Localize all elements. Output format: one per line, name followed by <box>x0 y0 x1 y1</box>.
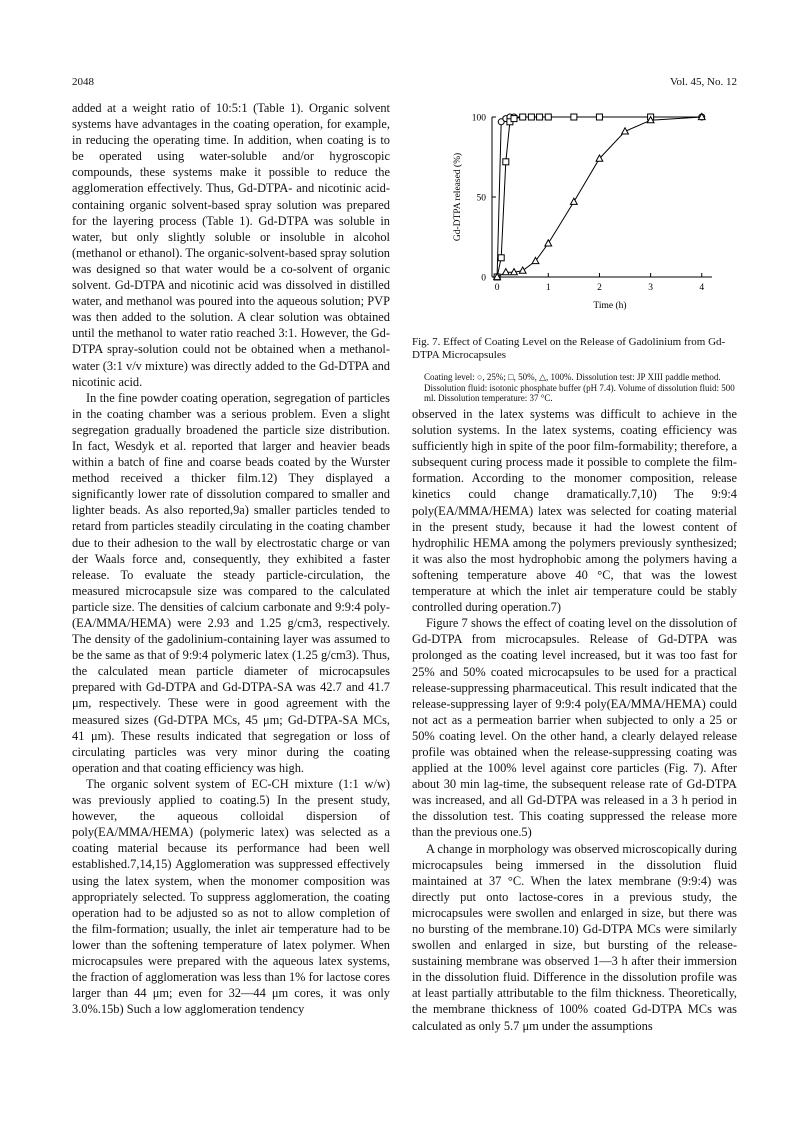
figure-note: Coating level: ○, 25%; □, 50%, △, 100%. Dissolution test: JP XIII paddle method. Dissolution fluid: isotonic phosphate buffer (pH 7.4). Volume of dissolution fluid: 500 ml. Dissolution temperature: 37 °C. <box>424 372 735 403</box>
paragraph: A change in morphology was observed microscopically during microcapsules being immersed in the dissolution fluid maintained at 37 °C. When the latex membrane (9:9:4) was directly put onto lactose-cores in a previous study, the microcapsules were swollen and enlarged in size, but there was no bursting of the membrane.10) Gd-DTPA MCs were similarly swollen and enlarged in size, but bursting of the release-sustaining membrane was observed 1—3 h after their immersion in the dissolution fluid. Difference in the dissolution profile was at least partially attributable to the film thickness. Theoretically, the membrane thickness of 100% coated Gd-DTPA MCs was calculated as only 5.7 μm under the assumptions <box>412 841 737 1033</box>
paragraph: Figure 7 shows the effect of coating level on the dissolution of Gd-DTPA from microcapsules. Release of Gd-DTPA was prolonged as the coating level increased, but it was too fast for 25% and 50% coated microcapsules to be used for a practical release-suppressing pharmaceutical. This result indicated that the release-suppressing layer of 9:9:4 poly(EA/MMA/HEMA) could not act as a permeation barrier when subjected to only a 25 or 50% coating level. On the other hand, a clearly delayed release profile was obtained when the release-suppressing coating was applied at the 100% level against core particles (Fig. 7). After about 30 min lag-time, the subsequent release rate of Gd-DTPA was increased, and all Gd-DTPA was released in a 3 h period in the dissolution test. This coating suppressed the release more than the previous one.5) <box>412 616 737 840</box>
data-point-triangle <box>519 267 526 273</box>
data-point-triangle <box>545 240 552 246</box>
paragraph: observed in the latex systems was difficult to achieve in the solution systems. In the latex systems, coating efficiency was sufficiently high in spite of the poor film-formability; therefore, a subsequent curing process made it possible to complete the film-formation. According to the monomer composition, release kinetics could change dramatically.7,10) The 9:9:4 poly(EA/MMA/HEMA) latex was selected for coating material in the present study, because it had the lowest content of hydrophilic HEMA among the polymers previously synthesized; it was also the most hydrophobic among the polymers having a softening temperature above 40 °C, that was the lowest temperature at which the inlet air temperature could be stably controlled during operation.7) <box>412 407 737 615</box>
data-point-square <box>498 255 504 261</box>
data-point-square <box>528 114 534 120</box>
release-chart <box>412 100 737 332</box>
figure-7 <box>412 100 737 403</box>
page-number: 2048 <box>72 76 94 88</box>
data-point-square <box>571 114 577 120</box>
journal-volume: Vol. 45, No. 12 <box>669 76 737 88</box>
y-tick-label: 50 <box>476 193 486 204</box>
data-point-triangle <box>622 128 629 134</box>
paragraph: In the fine powder coating operation, segregation of particles in the coating chamber was a serious problem. Even a slight segregation gradually broadened the particle size distribution. In fact, Wesdyk et al. reported that larger and heavier beads within a batch of fine and coarse beads coated by the Wurster method received a thicker film.12) They displayed a significantly lower rate of dissolution compared to smaller and lighter beads. As also reported,9a) smaller particles tended to retard from particles steadily circulating in the coating chamber due to their adhesion to the wall by electrostatic charge or van der Waals force and, consequently, they exhibited a faster release. To evaluate the steady particle-circulation, the measured microcapsule size was compared to the calculated particle size. The densities of calcium carbonate and 9:9:4 poly-(EA/MMA/HEMA) were 2.93 and 1.25 g/cm3, respectively. The density of the gadolinium-containing layer was assumed to be the same as that of 9:9:4 polymeric latex (1.25 g/cm3). Thus, the calculated mean particle diameter of microcapsules prepared with Gd-DTPA and Gd-DTPA-SA was 42.7 and 41.7 μm, respectively. These were in good agreement with the measured sizes (Gd-DTPA MCs, 45 μm; Gd-DTPA-SA MCs, 41 μm). These results indicated that segregation or loss of circulating particles was very minor during the coating operation and that coating efficiency was high. <box>72 390 390 775</box>
data-point-square <box>511 116 517 122</box>
data-point-square <box>596 114 602 120</box>
figure-caption: Fig. 7. Effect of Coating Level on the Release of Gadolinium from Gd-DTPA Microcapsules <box>412 336 726 361</box>
x-axis-label: Time (h) <box>593 301 627 311</box>
x-tick-label: 4 <box>699 283 705 293</box>
x-tick-label: 0 <box>494 283 500 293</box>
series-line-square <box>497 117 650 277</box>
data-point-square <box>537 114 543 120</box>
x-tick-label: 3 <box>648 283 653 293</box>
right-column <box>412 406 737 1034</box>
y-tick-label: 100 <box>471 113 486 124</box>
series-line-triangle <box>497 117 702 277</box>
paragraph: The organic solvent system of EC-CH mixture (1:1 w/w) was previously applied to coating.5) In the present study, however, the aqueous colloidal dispersion of poly(EA/MMA/HEMA) (polymeric latex) was selected as a coating material because its performance had been well established.7,14,15) Agglomeration was suppressed effectively using the latex system, when the monomer composition was appropriately selected. To suppress agglomeration, the coating operation had to be adjusted so as not to allow completion of the film-formation; usually, the inlet air temperature had to be lower than the softening temperature of latex polymer. When microcapsules were prepared with the aqueous latex systems, the fraction of agglomeration was less than 1% for lactose cores larger than 44 μm; even for 32—44 μm cores, it was only 3.0%.15b) Such a low agglomeration tendency <box>72 776 390 1017</box>
data-point-triangle <box>570 198 577 204</box>
series-line-circle <box>497 117 702 277</box>
data-point-square <box>503 159 509 165</box>
y-tick-label: 0 <box>481 273 486 284</box>
paragraph: added at a weight ratio of 10:5:1 (Table 1). Organic solvent systems have advantages in the coating operation, for example, in reducing the operating time. In addition, when coating is to be operated using water-soluble and/or hygroscopic compounds, these systems make it possible to reduce the agglomeration effectively. Thus, Gd-DTPA- and nicotinic acid-containing organic solvent-based spray solution was prepared for the layering process (Table 1). Gd-DTPA was soluble in water, but only slightly soluble or insoluble in alcohol (methanol or ethanol). The organic-solvent-based spray solution was designed so that water would be a co-solvent of organic solvent. Gd-DTPA and nicotinic acid was dissolved in distilled water, and methanol was poured into the aqueous solution; PVP was then added to the solution. A clear solution was obtained until the methanol to water ratio reached 3:1. However, the Gd-DTPA spray-solution could not be obtained when a methanol-water (3:1 v/v mixture) was directly added to the Gd-DTPA and nicotinic acid. <box>72 101 390 389</box>
x-tick-label: 2 <box>597 283 602 293</box>
y-axis-label: Gd-DTPA released (%) <box>453 152 463 242</box>
data-point-square <box>520 114 526 120</box>
left-column <box>72 100 390 1017</box>
x-tick-label: 1 <box>545 283 551 293</box>
data-point-square <box>545 114 551 120</box>
